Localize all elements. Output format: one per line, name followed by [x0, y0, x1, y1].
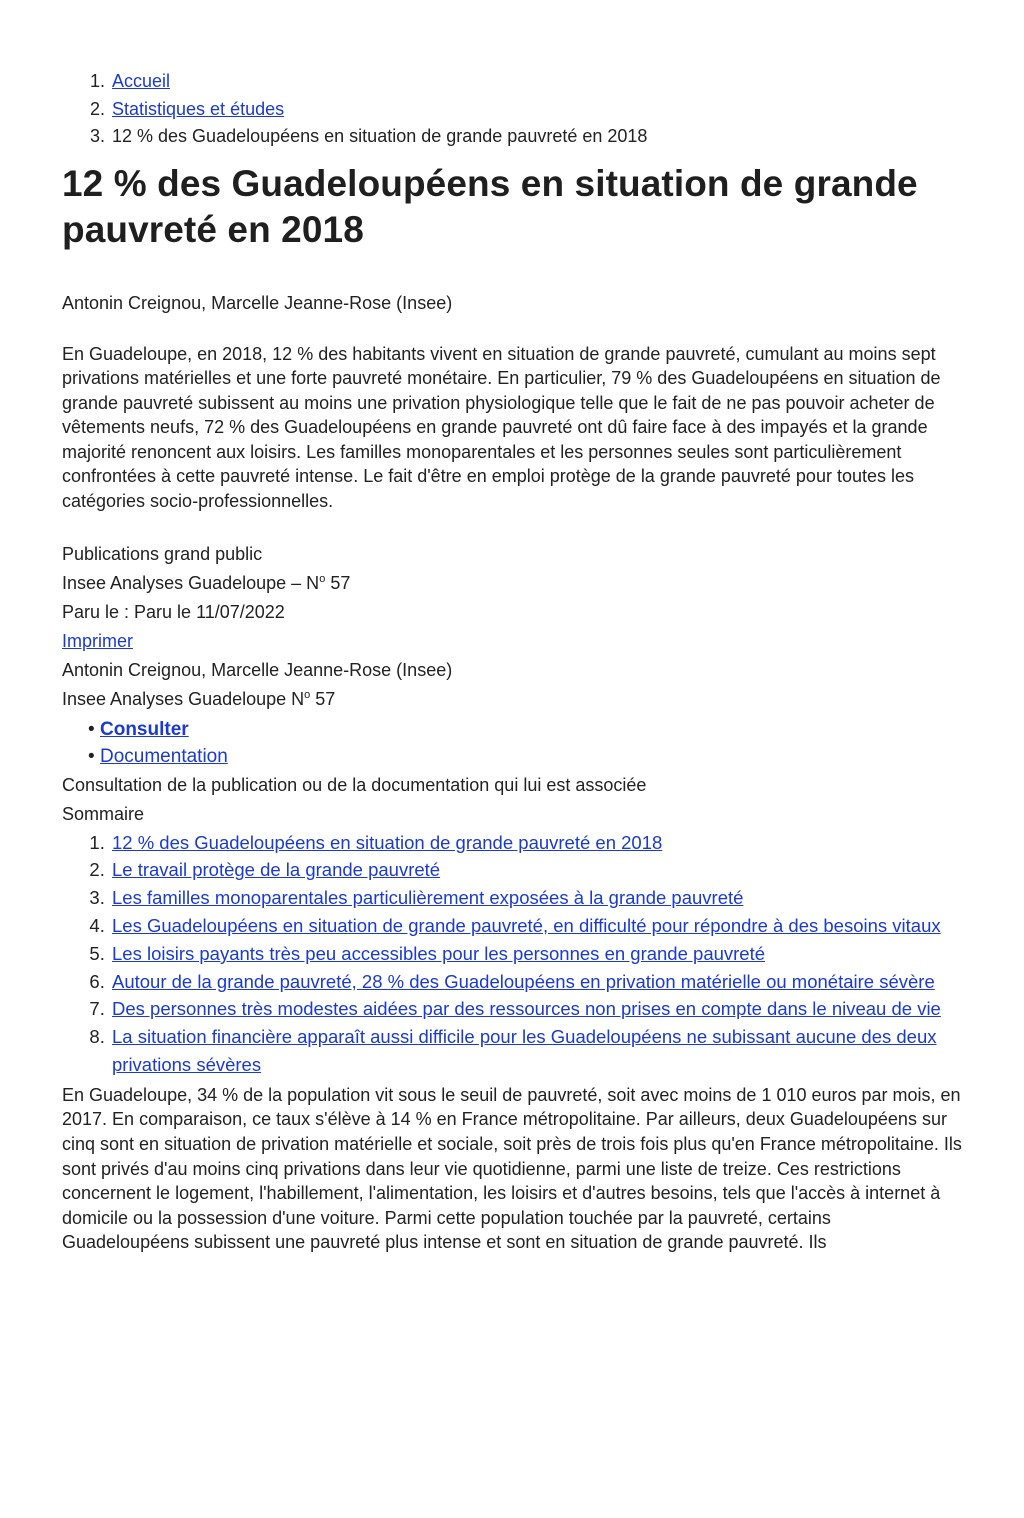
table-of-contents: [62, 829, 962, 1079]
toc-item[interactable]: [110, 856, 962, 884]
print-row: [62, 627, 962, 656]
toc-link[interactable]: Les familles monoparentales particulièrement exposées à la grande pauvreté: [112, 887, 744, 909]
lead-paragraph: En Guadeloupe, en 2018, 12 % des habitants vivent en situation de grande pauvreté, cumulant au moins sept privations matérielles et une forte pauvreté monétaire. En particulier, 79 % des Guadeloupéens en situation de grande pauvreté subissent au moins une privation physiologique telle que le fait de ne pas pouvoir acheter de vêtements neufs, 72 % des Guadeloupéens en grande pauvreté ont dû faire face à des impayés et la grande majorité renoncent aux loisirs. Les familles monoparentales et les personnes seules sont particulièrement confrontées à cette pauvreté intense. Le fait d'être en emploi protège de la grande pauvreté pour toutes les catégories socio-professionnelles.: [62, 343, 941, 512]
article-page: [0, 68, 1024, 1255]
breadcrumb-link-stats[interactable]: Statistiques et études: [112, 98, 285, 119]
tab-consulter[interactable]: [100, 716, 962, 744]
publication-authors: Antonin Creignou, Marcelle Jeanne-Rose (Insee): [62, 659, 453, 680]
toc-link[interactable]: Le travail protège de la grande pauvreté: [112, 859, 441, 881]
breadcrumb-item[interactable]: [110, 96, 962, 124]
toc-item[interactable]: [110, 995, 962, 1023]
consult-note: Consultation de la publication ou de la documentation qui lui est associée: [62, 774, 647, 795]
sommaire-label: Sommaire: [62, 803, 145, 824]
toc-link[interactable]: Les Guadeloupéens en situation de grande pauvreté, en difficulté pour répondre à des besoins vitaux: [112, 915, 941, 937]
toc-item[interactable]: [110, 968, 962, 996]
print-link[interactable]: Imprimer: [62, 630, 133, 651]
breadcrumb-link-home[interactable]: Accueil: [112, 71, 171, 91]
publication-meta: [62, 540, 962, 714]
publication-date: Paru le : Paru le 11/07/2022: [62, 601, 285, 622]
body-paragraph: En Guadeloupe, 34 % de la population vit sous le seuil de pauvreté, soit avec moins de 1 010 euros par mois, en 2017. En comparaison, ce taux s'élève à 14 % en France métropolitaine. Par ailleurs, deux Guadeloupéens sur cinq sont en situation de privation matérielle et sociale, soit près de trois fois plus qu'en France métropolitaine. Ils sont privés d'au moins cinq privations dans leur vie quotidienne, parmi une liste de treize. Ces restrictions concernent le logement, l'habillement, l'alimentation, les loisirs et d'autres besoins, tels que l'accès à internet à domicile ou la possession d'une voiture. Parmi cette population touchée par la pauvreté, certains Guadeloupéens subissent une pauvreté plus intense et sont en situation de grande pauvreté. Ils: [62, 1084, 962, 1253]
toc-item[interactable]: [110, 884, 962, 912]
toc-item[interactable]: [110, 940, 962, 968]
toc-item[interactable]: [110, 829, 962, 857]
breadcrumb: [62, 68, 962, 151]
toc-item[interactable]: [110, 1023, 962, 1079]
tab-consulter-link[interactable]: Consulter: [100, 718, 189, 740]
toc-link[interactable]: Autour de la grande pauvreté, 28 % des Guadeloupéens en privation matérielle ou monétaire sévère: [112, 970, 935, 992]
toc-link[interactable]: 12 % des Guadeloupéens en situation de grande pauvreté en 2018: [112, 831, 663, 853]
toc-link[interactable]: La situation financière apparaît aussi difficile pour les Guadeloupéens ne subissant aucune des deux privations sévères: [112, 1026, 937, 1076]
breadcrumb-item-current: 3. 12 % des Guadeloupéens en situation de grande pauvreté en 2018: [110, 123, 962, 151]
toc-link[interactable]: Les loisirs payants très peu accessibles pour les personnes en grande pauvreté: [112, 942, 766, 964]
toc-link[interactable]: Des personnes très modestes aidées par des ressources non prises en compte dans le niveau de vie: [112, 998, 941, 1020]
tab-documentation[interactable]: [100, 743, 962, 771]
publication-collection: Insee Analyses Guadeloupe – $N^o$ 57: [62, 572, 351, 593]
tab-documentation-link[interactable]: Documentation: [100, 746, 228, 768]
breadcrumb-item[interactable]: [110, 68, 962, 96]
authors: Antonin Creignou, Marcelle Jeanne-Rose (Insee): [62, 292, 453, 313]
publication-collection-short: Insee Analyses Guadeloupe $N^o$ 57: [62, 688, 336, 709]
publication-tabs: [62, 716, 962, 771]
page-title: 12 % des Guadeloupéens en situation de grande pauvreté en 2018: [62, 162, 918, 250]
publication-category: Publications grand public: [62, 543, 263, 564]
toc-item[interactable]: [110, 912, 962, 940]
